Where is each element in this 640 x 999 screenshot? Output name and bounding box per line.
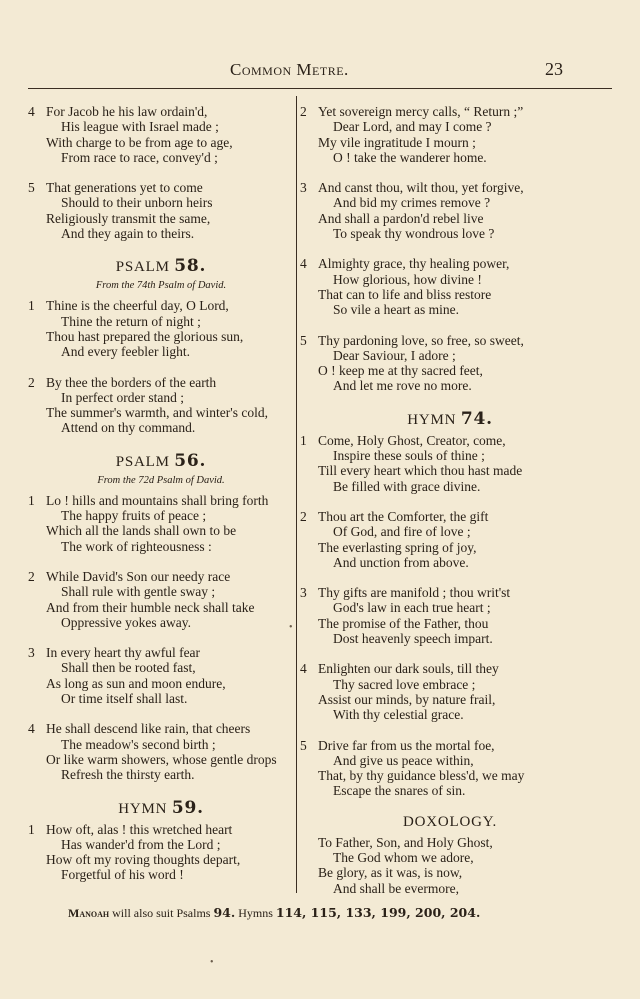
verse-line: Forgetful of his word ! [61, 867, 184, 883]
verse-line: That, by thy guidance bless'd, we may [318, 768, 525, 784]
right-column [300, 104, 600, 911]
verse-line: And every feebler light. [61, 344, 190, 360]
footnote-text: will also suit Psalms [109, 906, 214, 920]
verse-line: Thy gifts are manifold ; thou writ'st [318, 585, 511, 601]
verse-line: Thou hast prepared the glorious sun, [46, 328, 244, 344]
verse-line: Dear Lord, and may I come ? [333, 119, 492, 135]
verse-line: How oft my roving thoughts depart, [46, 852, 241, 868]
verse-line: Yet sovereign mercy calls, “ Return ;” [318, 104, 524, 119]
column-divider [296, 96, 297, 893]
verse-line: Dost heavenly speech impart. [333, 631, 493, 647]
stray-mark: • [210, 957, 214, 968]
verse-line: The happy fruits of peace ; [61, 508, 207, 524]
stanza [28, 375, 294, 436]
verse-line: And shall be evermore, [333, 880, 459, 896]
verse-line: In perfect order stand ; [61, 389, 184, 405]
stanza [28, 180, 294, 241]
section-heading [28, 256, 294, 276]
heading-number: 59. [171, 797, 204, 818]
section-subtitle: From the 74th Psalm of David. [95, 280, 227, 292]
verse-line: And from their humble neck shall take [46, 599, 255, 615]
verse-line: Which all the lands shall own to be [46, 523, 237, 539]
verse-line: Or time itself shall last. [61, 691, 188, 707]
verse-line: Drive far from us the mortal foe, [318, 737, 495, 753]
stanza [28, 721, 294, 782]
stanza-number: 4 [28, 104, 35, 119]
verse-line: O ! keep me at thy sacred feet, [318, 363, 483, 379]
stanza-number: 2 [28, 568, 35, 584]
stanza-number: 3 [300, 585, 307, 601]
stanza [300, 104, 600, 165]
verse-line: While David's Son our needy race [46, 568, 231, 584]
verse-line: And shall a pardon'd rebel live [318, 210, 484, 226]
stanza-number: 2 [300, 508, 307, 524]
section-heading [28, 798, 294, 818]
verse-line: The meadow's second birth ; [61, 736, 216, 752]
stanza [28, 298, 294, 359]
verse-line: Oppressive yokes away. [61, 614, 191, 630]
verse-line: And they again to theirs. [61, 226, 195, 242]
verse-line: Dear Saviour, I adore ; [333, 347, 456, 363]
heading-number: 58. [174, 256, 207, 277]
page-title: Common Metre. [230, 60, 349, 79]
verse-line: As long as sun and moon endure, [46, 675, 226, 691]
doxology-stanza [300, 835, 600, 896]
heading-label: PSALM [115, 259, 170, 276]
verse-line: Religiously transmit the same, [46, 210, 211, 226]
running-head [0, 60, 640, 82]
hymn-numbers: 114, 115, 133, 199, 200, 204. [275, 905, 481, 920]
verse-line: Inspire these souls of thine ; [333, 448, 485, 464]
stanza-number: 2 [28, 374, 35, 390]
verse-line: Escape the snares of sin. [333, 783, 466, 799]
stanza-number: 1 [28, 821, 35, 837]
verse-line: The summer's warmth, and winter's cold, [46, 405, 268, 421]
verse-line: And give us peace within, [333, 752, 474, 768]
verse-line: In every heart thy awful fear [46, 645, 201, 661]
verse-line: Thy pardoning love, so free, so sweet, [318, 332, 524, 348]
heading-number: 56. [174, 450, 207, 471]
stanza-number: 1 [28, 298, 35, 314]
left-column [28, 104, 294, 898]
stanza-number: 1 [28, 492, 35, 508]
section-heading [300, 409, 600, 429]
verse-line: How oft, alas ! this wretched heart [46, 821, 233, 837]
verse-line: Almighty grace, thy healing power, [318, 256, 510, 272]
verse-line: And unction from above. [333, 554, 469, 570]
verse-line: Enlighten our dark souls, till they [318, 661, 499, 677]
verse-line: Shall rule with gentle sway ; [61, 584, 216, 600]
verse-line: His league with Israel made ; [61, 119, 219, 135]
stanza-number: 5 [300, 737, 307, 753]
verse-line: The God whom we adore, [333, 849, 474, 865]
verse-line: The work of righteousness : [61, 538, 212, 554]
verse-line: The promise of the Father, thou [318, 615, 489, 631]
verse-line: And bid my crimes remove ? [333, 195, 491, 211]
heading-label: HYMN [118, 800, 168, 817]
verse-line: So vile a heart as mine. [333, 302, 459, 318]
verse-line: Assist our minds, by nature frail, [318, 691, 496, 707]
verse-line: Should to their unborn heirs [61, 195, 213, 211]
verse-line: That can to life and bliss restore [318, 286, 492, 302]
stanza [300, 180, 600, 241]
stanza [300, 585, 600, 646]
stanza [300, 738, 600, 799]
header-rule [28, 88, 612, 89]
stanza [300, 433, 600, 494]
footnote-text: Hymns [235, 906, 276, 920]
heading-label: HYMN [407, 411, 457, 428]
verse-line: My vile ingratitude I mourn ; [318, 134, 476, 150]
psalm-numbers: 94. [213, 905, 236, 920]
stanza [300, 256, 600, 317]
heading-label: PSALM [115, 453, 170, 470]
verse-line: Come, Holy Ghost, Creator, come, [318, 432, 506, 448]
verse-line: He shall descend like rain, that cheers [46, 721, 251, 737]
verse-line: And canst thou, wilt thou, yet forgive, [318, 180, 524, 196]
stanza [300, 333, 600, 394]
stanza [300, 661, 600, 722]
section-heading [28, 451, 294, 471]
stanza-number: 1 [300, 432, 307, 448]
verse-line: With thy celestial grace. [333, 707, 464, 723]
verse-line: Till every heart which thou hast made [318, 463, 523, 479]
verse-line: Lo ! hills and mountains shall bring forth [46, 492, 269, 508]
stanza-number: 3 [28, 645, 35, 661]
stanza-number: 2 [300, 104, 307, 119]
stanza-number: 4 [300, 256, 307, 272]
verse-line: Refresh the thirsty earth. [61, 767, 195, 783]
stanza-number: 4 [28, 721, 35, 737]
tune-name: Manoah [68, 906, 110, 920]
verse-line: Or like warm showers, whose gentle drops [46, 751, 277, 767]
verse-line: O ! take the wanderer home. [333, 149, 487, 165]
stanza [28, 104, 294, 165]
stanza-number: 5 [28, 180, 35, 196]
page-number: 23 [545, 59, 563, 79]
verse-line: Be glory, as it was, is now, [318, 865, 463, 881]
stanza [300, 509, 600, 570]
verse-line: God's law in each true heart ; [333, 600, 491, 616]
verse-line: Thou art the Comforter, the gift [318, 508, 489, 524]
verse-line: To Father, Son, and Holy Ghost, [318, 834, 493, 850]
verse-line: Of God, and fire of love ; [333, 524, 471, 540]
verse-line: To speak thy wondrous love ? [333, 226, 495, 242]
stanza [28, 493, 294, 554]
verse-line: And let me rove no more. [333, 378, 472, 394]
stanza [28, 645, 294, 706]
verse-line: By thee the borders of the earth [46, 374, 217, 390]
verse-line: For Jacob he his law ordain'd, [46, 104, 208, 119]
verse-line: With charge to be from age to age, [46, 134, 233, 150]
doxology-heading: DOXOLOGY. [402, 813, 497, 830]
verse-line: The everlasting spring of joy, [318, 539, 477, 555]
verse-line: Be filled with grace divine. [333, 478, 481, 494]
stanza-number: 3 [300, 180, 307, 196]
stanza-number: 5 [300, 332, 307, 348]
verse-line: Attend on thy command. [61, 420, 196, 436]
verse-line: Shall then be rooted fast, [61, 660, 196, 676]
stray-mark: • [289, 622, 293, 633]
tune-footnote [68, 905, 628, 921]
verse-line: From race to race, convey'd ; [61, 149, 218, 165]
stanza [28, 822, 294, 883]
verse-line: That generations yet to come [46, 180, 203, 196]
stanza [28, 569, 294, 630]
verse-line: Has wander'd from the Lord ; [61, 836, 221, 852]
section-subtitle: From the 72d Psalm of David. [97, 474, 225, 486]
verse-line: How glorious, how divine ! [333, 271, 482, 287]
stanza-number: 4 [300, 661, 307, 677]
verse-line: Thine is the cheerful day, O Lord, [46, 298, 229, 314]
heading-number: 74. [460, 408, 493, 429]
verse-line: Thy sacred love embrace ; [333, 676, 476, 692]
verse-line: Thine the return of night ; [61, 313, 201, 329]
